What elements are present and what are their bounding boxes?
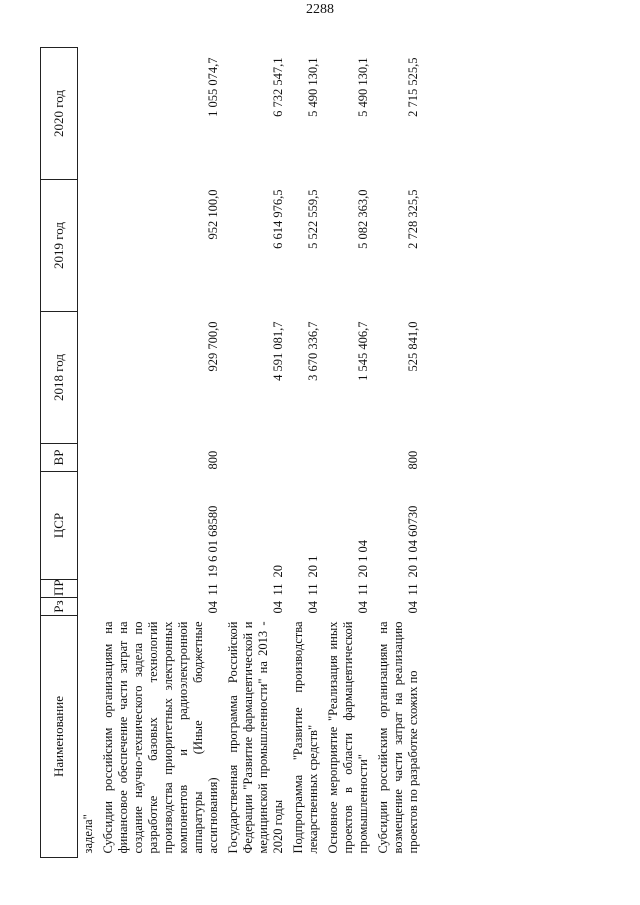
row-2018: 3 670 336,7: [306, 321, 320, 381]
header-rz: Рз: [41, 597, 78, 615]
row-csr: 20 1 04 60730: [406, 505, 420, 577]
row-2020: 1 055 074,7: [206, 57, 220, 117]
table-row: [374, 47, 424, 857]
row-2018: 929 700,0: [206, 321, 220, 371]
row-rz: 04: [271, 600, 285, 613]
row-2018: 4 591 081,7: [271, 321, 285, 381]
row-2020: [78, 47, 100, 179]
header-2019: 2019 год: [41, 179, 78, 311]
row-2020: 6 732 547,1: [271, 57, 285, 117]
table-row: [78, 47, 100, 857]
row-2020: 2 715 525,5: [406, 57, 420, 117]
row-vr: [224, 443, 289, 471]
row-csr: 20: [271, 564, 285, 577]
header-vr: ВР: [41, 443, 78, 471]
row-pr: 11: [356, 582, 370, 595]
row-name: Основное мероприятие "Реализация иных проектов в области фармацевтической промышленности": [326, 621, 370, 853]
row-rz: 04: [406, 600, 420, 613]
rotated-table-container: [40, 48, 600, 858]
row-rz: 04: [356, 600, 370, 613]
row-rz: 04: [306, 600, 320, 613]
row-2020: 5 490 130,1: [356, 57, 370, 117]
row-2019: 6 614 976,5: [271, 189, 285, 249]
header-2020: 2020 год: [41, 47, 78, 179]
row-pr: 11: [206, 582, 220, 595]
table-row: [289, 47, 324, 857]
page-number: 2288: [306, 2, 334, 17]
table-row: [224, 47, 289, 857]
row-2018: 525 841,0: [406, 321, 420, 371]
row-name: Субсидии российским организациям на финансовое обеспечение части затрат на создание научно-технического задела по разработке базовых технологий производства приоритетных электронных компонентов и радиоэлектронной аппаратуры (Иные бюджетные ассигнования): [101, 621, 220, 853]
row-vr: [289, 443, 324, 471]
table-row: [99, 47, 224, 857]
header-csr: ЦСР: [41, 471, 78, 579]
header-2018: 2018 год: [41, 311, 78, 443]
row-name: Субсидии российским организациям на возмещение части затрат на реализацию проектов по разработке схожих по: [376, 621, 420, 853]
row-csr: 19 6 01 68580: [206, 505, 220, 577]
header-pr: ПР: [41, 579, 78, 597]
row-name: Подпрограмма "Развитие производства лекарственных средств": [291, 621, 320, 853]
row-vr: 800: [206, 450, 220, 469]
row-name: Государственная программа Российской Федерации "Развитие фармацевтической и медицинской промышленности" на 2013 - 2020 годы: [226, 621, 285, 853]
row-2019: 952 100,0: [206, 189, 220, 239]
table-row: [324, 47, 374, 857]
row-2018: [78, 311, 100, 443]
row-2019: 5 082 363,0: [356, 189, 370, 249]
row-2019: [78, 179, 100, 311]
budget-table: [40, 47, 424, 858]
row-vr: [78, 443, 100, 471]
row-name: задела": [81, 813, 95, 853]
header-name: Наименование: [41, 615, 78, 857]
row-rz: 04: [206, 600, 220, 613]
row-pr: [78, 579, 100, 597]
row-rz: [78, 597, 100, 615]
row-pr: 11: [406, 582, 420, 595]
header-row: [41, 47, 78, 857]
row-csr: [78, 471, 100, 579]
row-pr: 11: [271, 582, 285, 595]
row-2020: 5 490 130,1: [306, 57, 320, 117]
row-pr: 11: [306, 582, 320, 595]
row-2018: 1 545 406,7: [356, 321, 370, 381]
row-2019: 5 522 559,5: [306, 189, 320, 249]
row-2019: 2 728 325,5: [406, 189, 420, 249]
row-vr: 800: [406, 450, 420, 469]
row-csr: 20 1 04: [356, 539, 370, 577]
row-csr: 20 1: [306, 555, 320, 577]
row-vr: [324, 443, 374, 471]
